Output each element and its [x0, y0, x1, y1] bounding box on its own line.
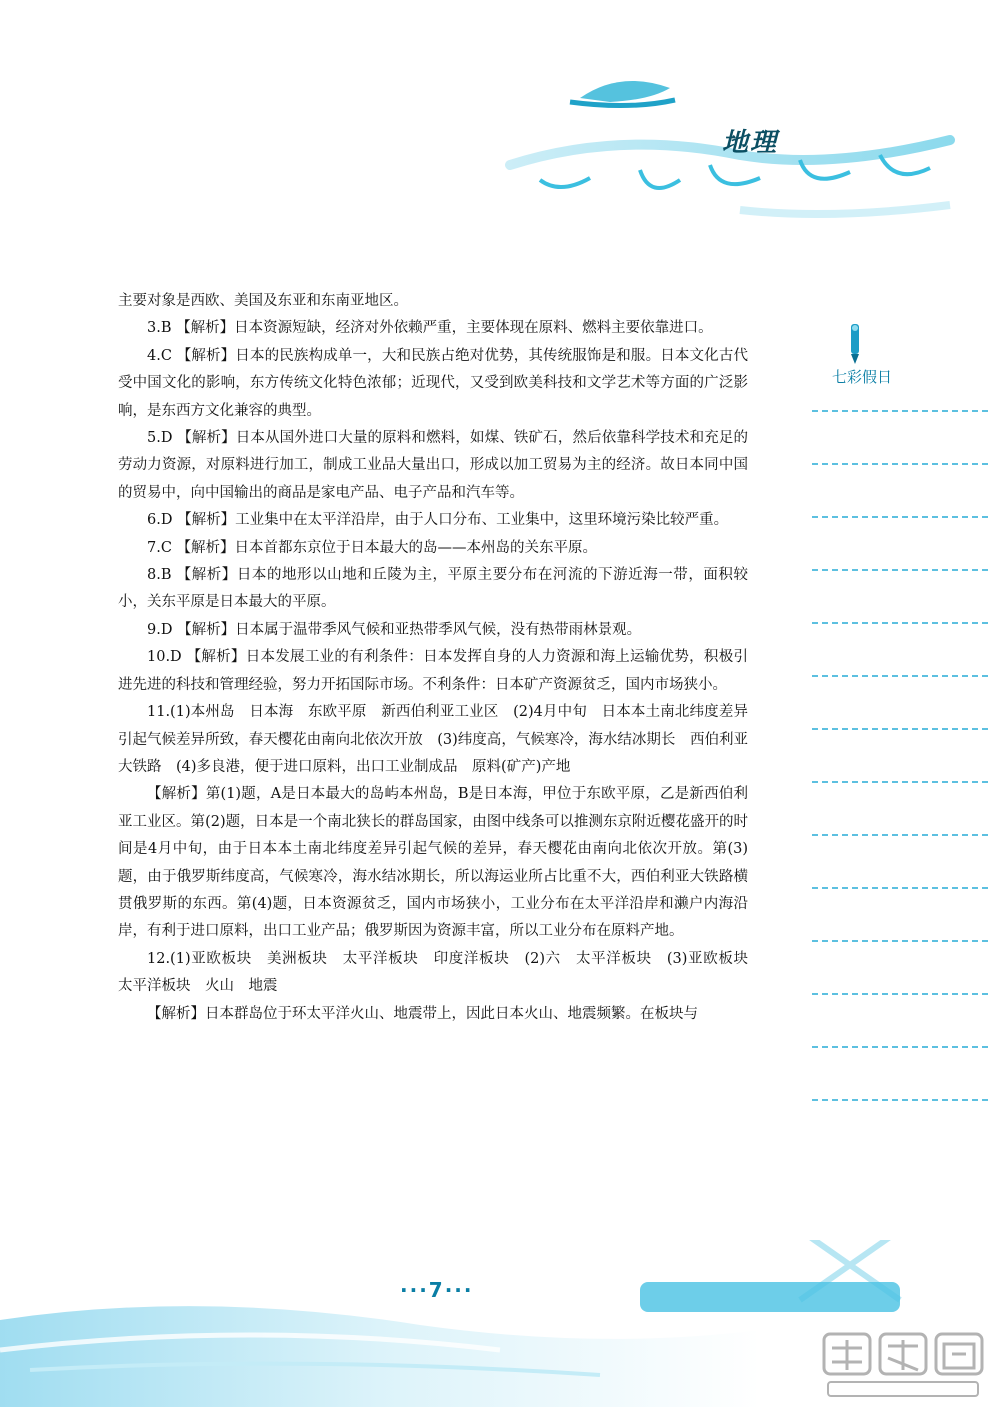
paragraph: 7.C 【解析】日本首都东京位于日本最大的岛——本州岛的关东平原。 [147, 539, 598, 556]
page-number: ···7··· [400, 1278, 474, 1302]
note-line [812, 463, 988, 465]
paragraph: 10.D 【解析】日本发展工业的有利条件：日本发挥自身的人力资源和海上运输优势，积极引进先进的科技和管理经验，努力开拓国际市场。不利条件：日本矿产资源贫乏，国内市场狭小。 [118, 649, 748, 693]
note-line [812, 834, 988, 836]
paragraph: 8.B 【解析】日本的地形以山地和丘陵为主，平原主要分布在河流的下游近海一带，面积较小，关东平原是日本最大的平原。 [118, 567, 748, 611]
side-label: 七彩假日 [832, 368, 893, 386]
note-line [812, 728, 988, 730]
note-line [812, 516, 988, 518]
paragraph: 12.(1)亚欧板块 美洲板块 太平洋板块 印度洋板块 (2)六 太平洋板块 (3)亚欧板块 太平洋板块 火山 地震 [118, 950, 763, 995]
paragraph: 主要对象是西欧、美国及东亚和东南亚地区。 [118, 293, 408, 309]
paragraph: 11.(1)本州岛 日本海 东欧平原 新西伯利亚工业区 (2)4月中旬 日本本土南北纬度差异引起气候差异所致，春天樱花由南向北依次开放 (3)纬度高，气候寒冷，海水结冰期长 西伯利亚大铁路 (4)多良港，便于进口原料，出口工业制成品 原料(矿产)产地 [118, 704, 748, 775]
note-line [812, 887, 988, 889]
paragraph: 9.D 【解析】日本属于温带季风气候和亚热带季风气候，没有热带雨林景观。 [147, 621, 642, 638]
note-line [812, 940, 988, 942]
note-line [812, 781, 988, 783]
note-lines [812, 0, 988, 1407]
subject-title: 地理 [722, 128, 779, 158]
watermark-logo [818, 1330, 990, 1400]
answer-content [118, 288, 763, 1028]
paragraph: 【解析】第(1)题，A是日本最大的岛屿本州岛，B是日本海，甲位于东欧平原，乙是新西伯利亚工业区。第(2)题，日本是一个南北狭长的群岛国家，由图中线条可以推测东京附近樱花盛开的时间是4月中旬，由于日本本土南北纬度差异引起气候的差异，春天樱花由南向北依次开放。第(3)题，由于俄罗斯纬度高，气候寒冷，海水结冰期长，所以海运业所占比重不大，西伯利亚大铁路横贯俄罗斯的东西。第(4)题，日本资源贫乏，国内市场狭小，工业分布在太平洋沿岸和濑户内海沿岸，有利于进口原料，出口工业产品；俄罗斯因为资源丰富，所以工业分布在原料产地。 [118, 786, 748, 940]
paragraph: 5.D 【解析】日本从国外进口大量的原料和燃料，如煤、铁矿石，然后依靠科学技术和充足的劳动力资源，对原料进行加工，制成工业品大量出口，形成以加工贸易为主的经济。故日本同中国的贸易中，向中国输出的商品是家电产品、电子产品和汽车等。 [118, 430, 748, 501]
paragraph: 4.C 【解析】日本的民族构成单一，大和民族占绝对优势，其传统服饰是和服。日本文化古代受中国文化的影响，东方传统文化特色浓郁；近现代，又受到欧美科技和文学艺术等方面的广泛影响，是东西方文化兼容的典型。 [118, 347, 748, 419]
note-line [812, 675, 988, 677]
paragraph: 【解析】日本群岛位于环太平洋火山、地震带上，因此日本火山、地震频繁。在板块与 [147, 1005, 698, 1022]
note-line [812, 1046, 988, 1048]
note-line [812, 622, 988, 624]
note-line [812, 993, 988, 995]
note-line [812, 1099, 988, 1101]
note-line [812, 569, 988, 571]
note-line [812, 410, 988, 412]
paragraph: 6.D 【解析】工业集中在太平洋沿岸，由于人口分布、工业集中，这里环境污染比较严重。 [147, 512, 729, 529]
paragraph: 3.B 【解析】日本资源短缺，经济对外依赖严重，主要体现在原料、燃料主要依靠进口。 [147, 320, 713, 337]
